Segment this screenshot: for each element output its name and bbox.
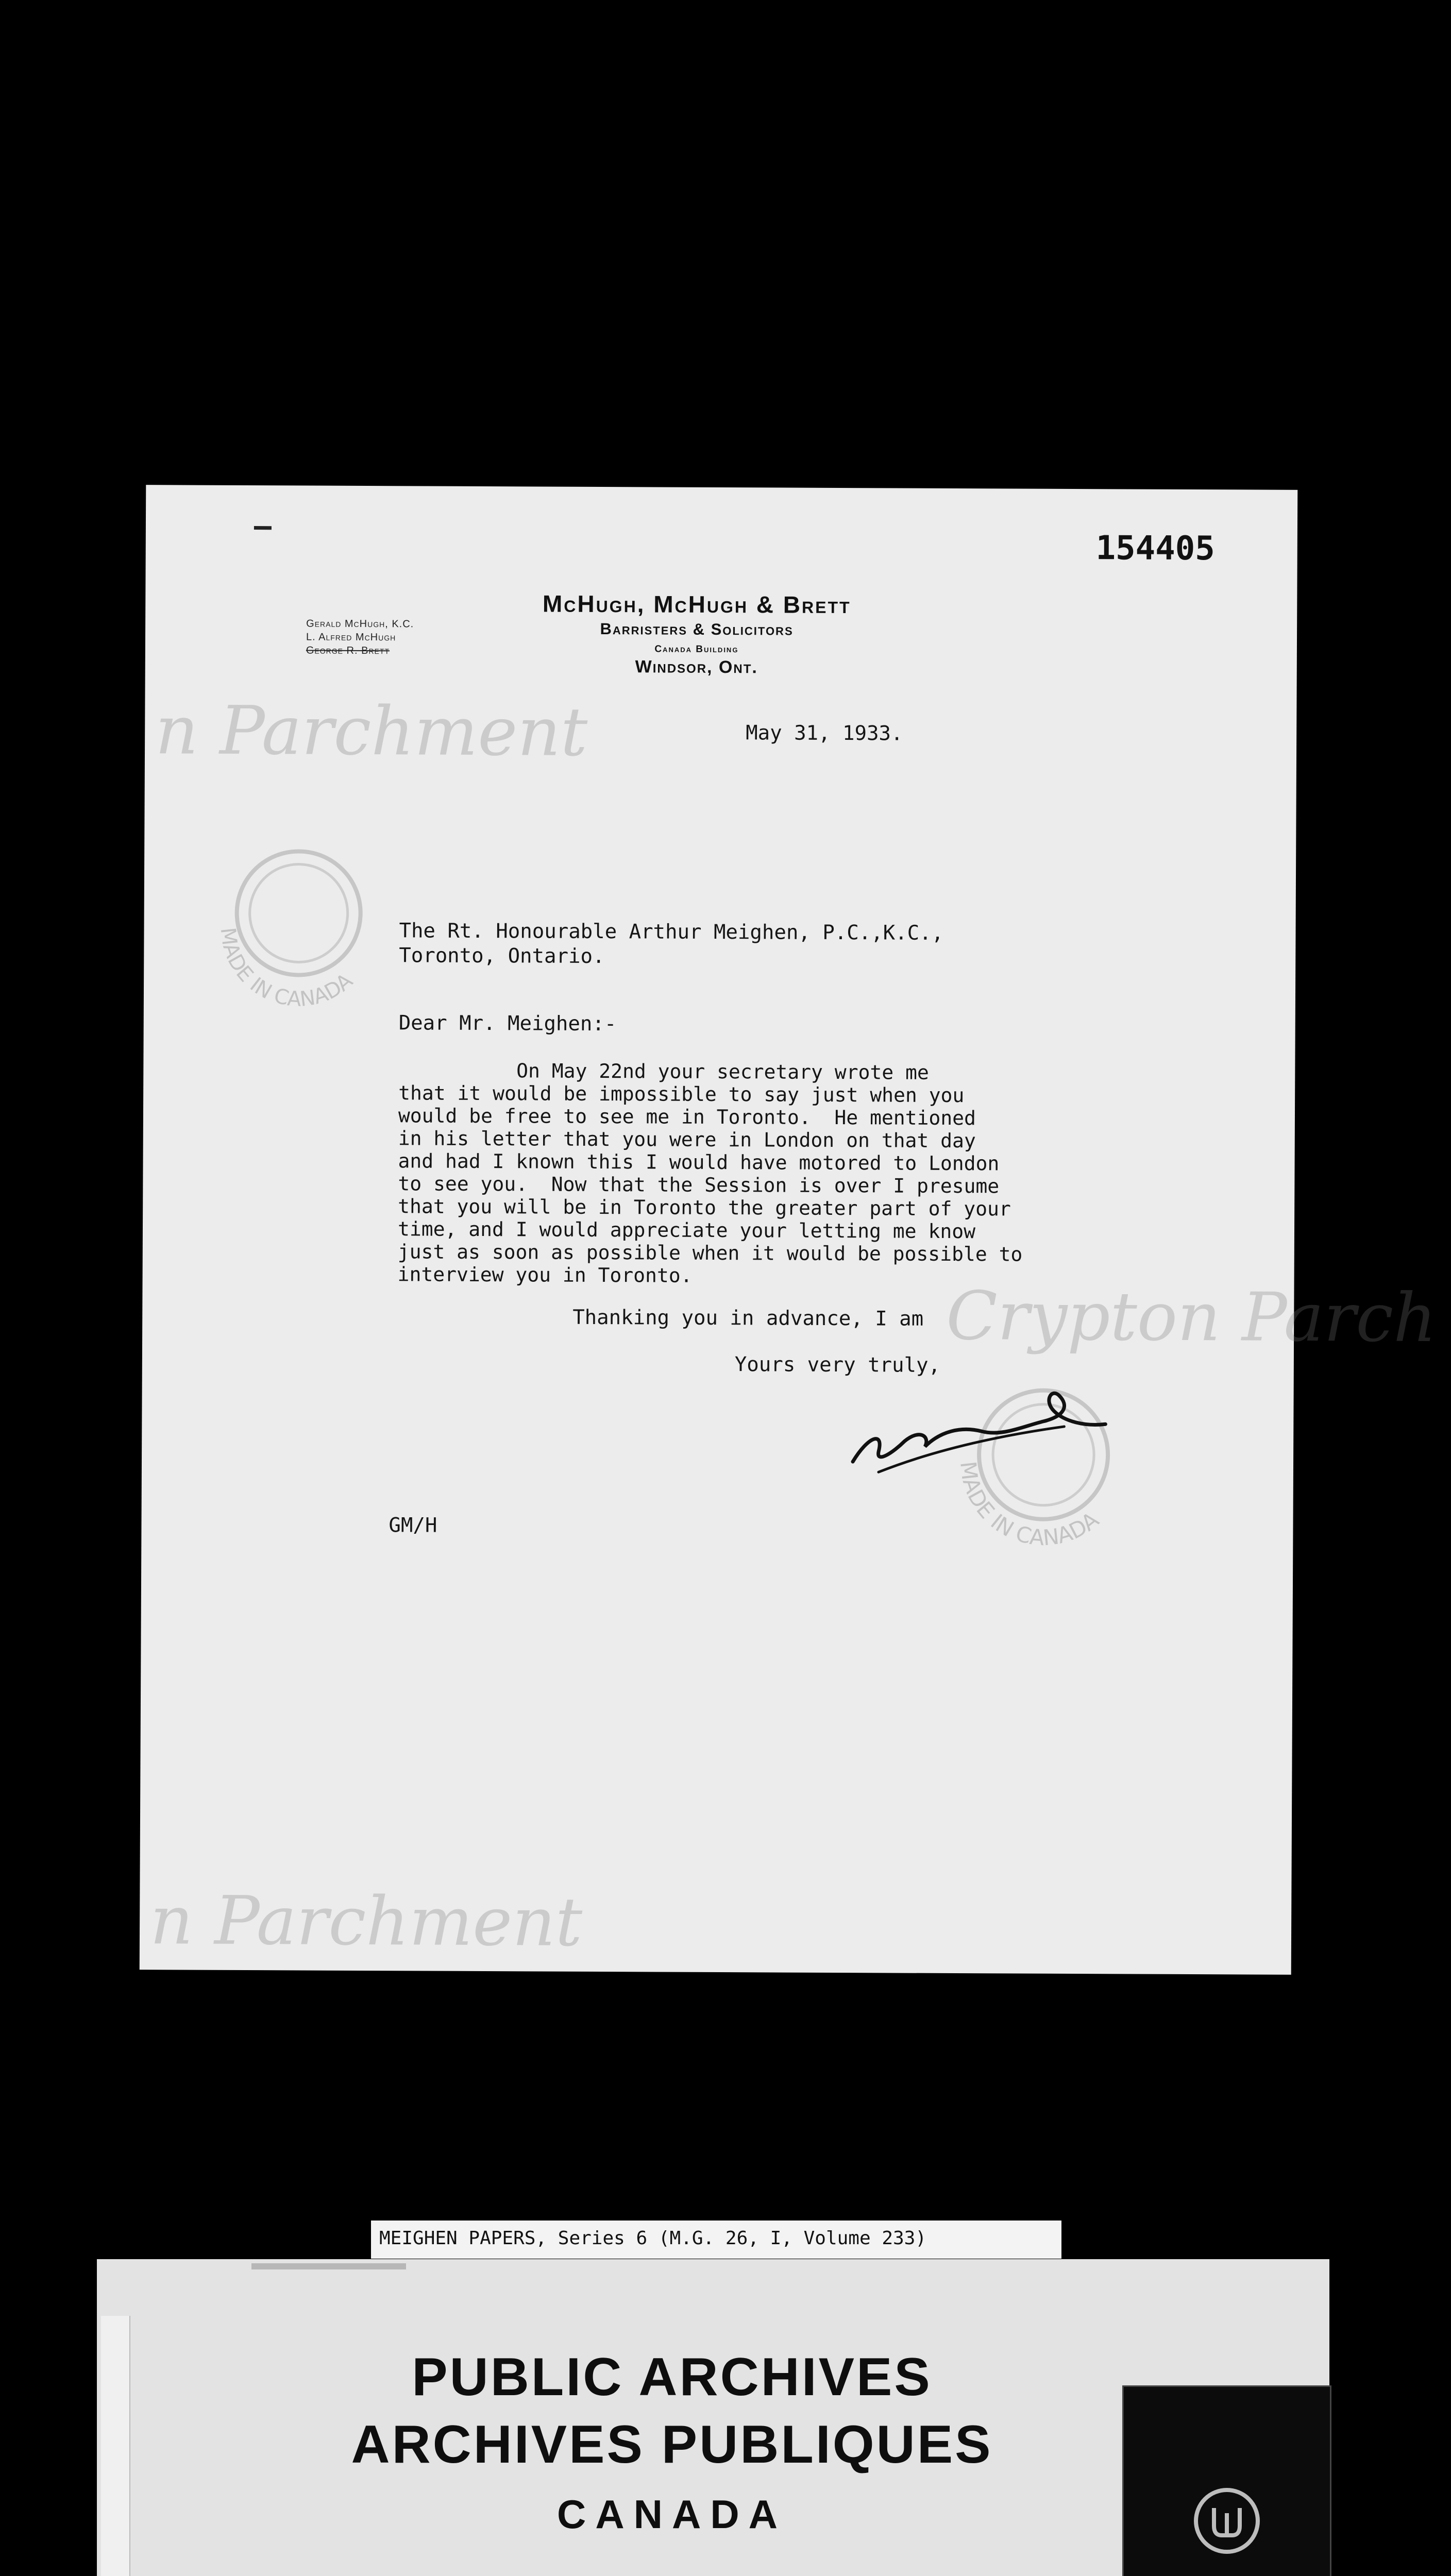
firm-name: McHugh, McHugh & Brett xyxy=(542,590,851,619)
valediction: Yours very truly, xyxy=(734,1353,941,1377)
building-name: Canada Building xyxy=(654,643,739,655)
partner-list xyxy=(306,617,414,657)
letterhead xyxy=(465,589,929,679)
collection-label xyxy=(371,2221,1061,2259)
watermark-seal-icon xyxy=(190,810,408,1027)
paper-watermark: Crypton Parch xyxy=(946,1276,1437,1358)
typist-initials: GM/H xyxy=(389,1514,437,1537)
partner-name-struck: George R. Brett xyxy=(306,645,390,657)
salutation: Dear Mr. Meighen:- xyxy=(398,1011,617,1036)
paper-watermark: n Parchment xyxy=(149,1881,583,1961)
seal-text: MADE IN CANADA xyxy=(955,1460,1104,1551)
archive-logo-icon xyxy=(1191,2485,1263,2557)
recipient-address xyxy=(399,919,943,971)
archive-country: CANADA xyxy=(557,2492,787,2537)
letter-page xyxy=(140,485,1437,1975)
archive-name-english: PUBLIC ARCHIVES xyxy=(412,2347,932,2407)
paper-watermark: n Parchment xyxy=(155,691,588,771)
handwritten-signature xyxy=(848,1374,1116,1488)
seal-text: MADE IN CANADA xyxy=(215,926,358,1012)
document-number: 154405 xyxy=(1095,529,1215,568)
archive-tab xyxy=(1122,2385,1331,2576)
margin-mark xyxy=(254,526,272,530)
collection-label-text: MEIGHEN PAPERS, Series 6 (M.G. 26, I, Volume 233) xyxy=(379,2228,927,2249)
city-name: Windsor, Ont. xyxy=(635,657,758,677)
profession: Barristers & Solicitors xyxy=(600,619,794,639)
archive-name-french: ARCHIVES PUBLIQUES xyxy=(351,2415,993,2475)
card-smudge xyxy=(251,2263,406,2269)
recipient-city: Toronto, Ontario. xyxy=(399,944,605,969)
archive-card xyxy=(97,2259,1329,2576)
letter-date: May 31, 1933. xyxy=(746,721,903,745)
closing-line: Thanking you in advance, I am xyxy=(572,1306,924,1331)
svg-text:MADE IN CANADA xyxy=(215,926,358,1012)
recipient-name: The Rt. Honourable Arthur Meighen, P.C.,K.C., xyxy=(399,919,944,945)
letter-body: On May 22nd your secretary wrote me that it would be impossible to say just when you would be free to see me in Toronto. He mentioned in his letter that you were in London on that day and had I known this I would have motored to London to see you. Now that the Session is over I presume that you will be in Toronto the greater part of your time, and I would appreciate your letting me know just as soon as possible when it would be possible to interview you in Toronto. xyxy=(397,1059,1023,1287)
partner-name: Gerald McHugh, K.C. xyxy=(306,618,414,630)
partner-name: L. Alfred McHugh xyxy=(306,631,396,643)
